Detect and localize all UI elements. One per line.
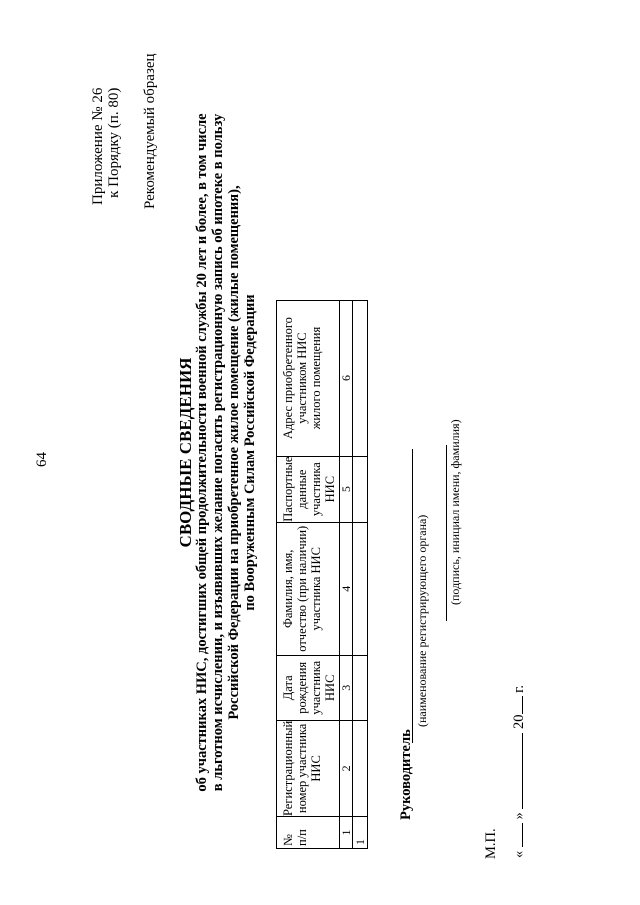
- table-cell: [353, 655, 368, 720]
- column-header-passport-data: Паспортные данные участника НИС: [277, 456, 340, 522]
- column-number: 3: [340, 655, 353, 720]
- year-prefix: 20: [511, 714, 527, 729]
- signature-line: [446, 445, 447, 621]
- month-blank: [510, 733, 523, 809]
- column-number-row: [340, 300, 353, 848]
- signature-caption: (подпись, инициал имени, фамилия): [448, 419, 462, 605]
- date-open-quote: «: [511, 850, 527, 858]
- date-line: [510, 685, 528, 858]
- column-number: 5: [340, 456, 353, 522]
- document-subtitle: [194, 0, 258, 905]
- column-header-registration-number: Регистрационный номер участника НИС: [277, 720, 340, 816]
- column-number: 4: [340, 522, 353, 655]
- appendix-header: [90, 88, 122, 205]
- subtitle-line-3: Российской Федерации на приобретенное жилое помещение (жилые помещения),: [226, 185, 242, 720]
- table-row: [353, 300, 368, 848]
- table-cell: [353, 300, 368, 456]
- row-number-cell: 1: [353, 817, 368, 849]
- date-close-quote: »: [511, 812, 527, 820]
- subtitle-line-4: по Вооруженным Силам Российской Федерации: [242, 294, 258, 611]
- document-title: СВОДНЫЕ СВЕДЕНИЯ: [176, 357, 195, 548]
- column-header-property-address: Адрес приобретенного участником НИС жилого помещения: [277, 300, 340, 456]
- summary-table: [276, 300, 368, 849]
- recommended-sample-label: Рекомендуемый образец: [142, 53, 158, 209]
- column-number: 6: [340, 300, 353, 456]
- org-name-caption: (наименование регистрирующего органа): [415, 514, 429, 727]
- head-label: Руководитель: [398, 729, 414, 820]
- stamp-label: М.П.: [483, 828, 499, 859]
- column-header-birth-date: Дата рождения участника НИС: [277, 655, 340, 720]
- table-cell: [353, 456, 368, 522]
- column-number: 2: [340, 720, 353, 816]
- table-cell: [353, 522, 368, 655]
- appendix-line-1: Приложение № 26: [90, 87, 106, 205]
- table-cell: [353, 720, 368, 816]
- column-number: 1: [340, 817, 353, 849]
- appendix-line-2: к Порядку (п. 80): [106, 87, 122, 198]
- subtitle-line-2: в льготном исчислении, и изъявивших желание погасить регистрационную запись об ипотеке в пользу: [210, 113, 226, 792]
- day-blank: [510, 823, 523, 847]
- column-header-number: № п/п: [277, 817, 340, 849]
- table-header-row: [277, 300, 340, 848]
- org-name-line: [412, 449, 413, 743]
- page-number: 64: [34, 452, 50, 467]
- year-blank: [510, 697, 523, 715]
- subtitle-line-1: об участниках НИС, достигших общей продолжительности военной службы 20 лет и более, в том числе: [194, 113, 210, 792]
- year-suffix: г.: [511, 684, 527, 693]
- column-header-full-name: Фамилия, имя, отчество (при наличии) участника НИС: [277, 522, 340, 655]
